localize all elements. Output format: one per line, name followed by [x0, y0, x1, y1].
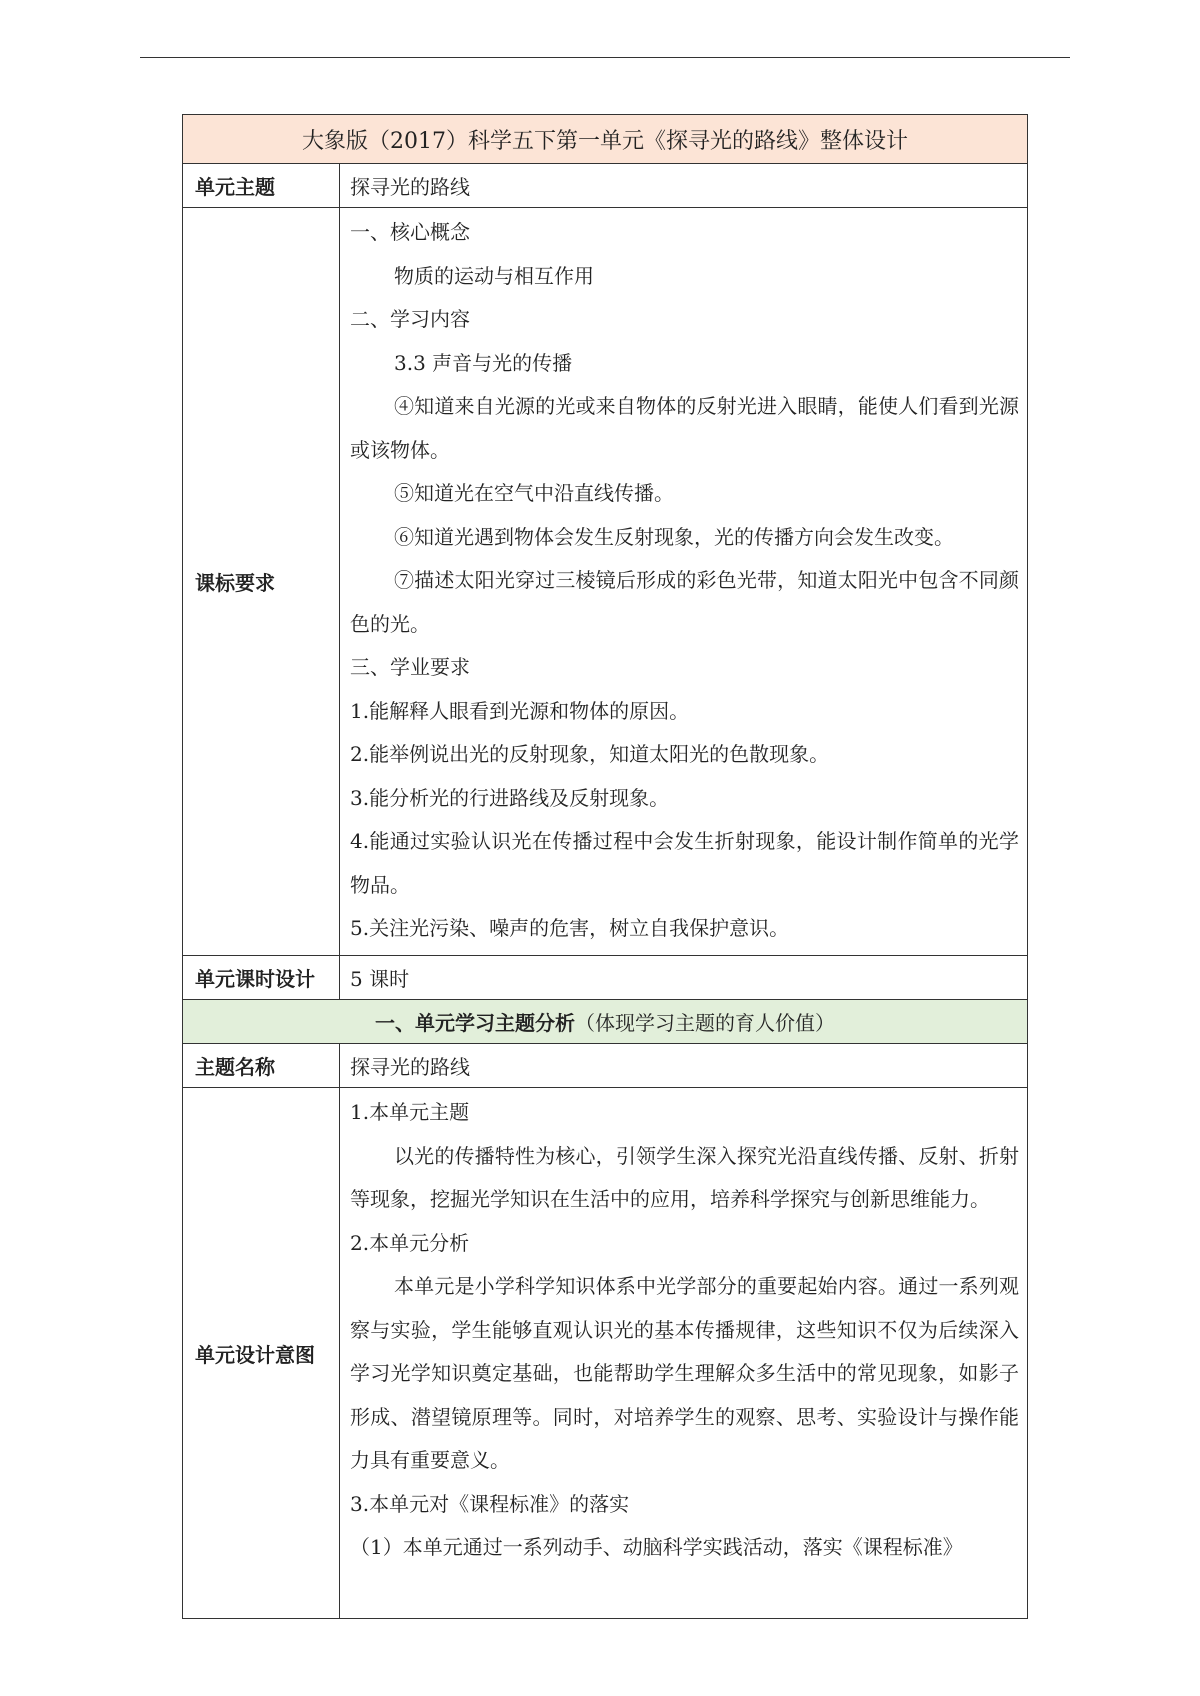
unit-theme-label: 单元主题 [183, 164, 340, 208]
design-intent-label: 单元设计意图 [183, 1088, 340, 1619]
section-header [183, 1000, 1028, 1044]
intent-paragraph-1: 以光的传播特性为核心，引领学生深入探究光沿直线传播、反射、折射等现象，挖掘光学知识在生活中的应用，培养科学探究与创新思维能力。 [350, 1143, 1019, 1211]
learning-content-sub: 3.3 声音与光的传播 [394, 350, 573, 375]
core-concept-text: 物质的运动与相互作用 [394, 263, 594, 288]
standard-item-7: ⑦描述太阳光穿过三棱镜后形成的彩色光带，知道太阳光中包含不同颜色的光。 [350, 568, 1019, 636]
learning-content-heading: 二、学习内容 [350, 307, 470, 331]
requirement-4: 4.能通过实验认识光在传播过程中会发生折射现象，能设计制作简单的光学物品。 [350, 829, 1019, 897]
design-intent-row [183, 1088, 1028, 1619]
intent-heading-2: 2.本单元分析 [350, 1230, 470, 1255]
lesson-design-label: 单元课时设计 [183, 956, 340, 1000]
intent-paragraph-2: 本单元是小学科学知识体系中光学部分的重要起始内容。通过一系列观察与实验，学生能够直观认识光的基本传播规律，这些知识不仅为后续深入学习光学知识奠定基础，也能帮助学生理解众多生活中的常见现象，如影子形成、潜望镜原理等。同时，对培养学生的观察、思考、实验设计与操作能力具有重要意义。 [350, 1274, 1019, 1472]
topic-name-label: 主题名称 [183, 1044, 340, 1088]
standard-item-6: ⑥知道光遇到物体会发生反射现象，光的传播方向会发生改变。 [394, 524, 954, 549]
standard-item-5: ⑤知道光在空气中沿直线传播。 [394, 481, 674, 505]
requirement-1: 1.能解释人眼看到光源和物体的原因。 [350, 698, 690, 723]
design-intent-content [340, 1088, 1028, 1619]
section-header-bold: 一、单元学习主题分析 [375, 1011, 575, 1035]
requirement-3: 3.能分析光的行进路线及反射现象。 [350, 785, 670, 810]
header-rule [140, 57, 1070, 58]
topic-name-row [183, 1044, 1028, 1088]
intent-heading-1: 1.本单元主题 [350, 1100, 470, 1124]
intent-heading-3: 3.本单元对《课程标准》的落实 [350, 1491, 630, 1516]
curriculum-label: 课标要求 [183, 208, 340, 956]
core-concept-heading: 一、核心概念 [350, 220, 470, 244]
curriculum-row [183, 208, 1028, 956]
document-title: 大象版（2017）科学五下第一单元《探寻光的路线》整体设计 [183, 115, 1028, 164]
unit-theme-value: 探寻光的路线 [340, 164, 1028, 208]
section-header-note: （体现学习主题的育人价值） [575, 1011, 835, 1035]
standard-item-4: ④知道来自光源的光或来自物体的反射光进入眼睛，能使人们看到光源或该物体。 [350, 394, 1019, 462]
lesson-design-value: 5 课时 [340, 956, 1028, 1000]
curriculum-content [340, 208, 1028, 956]
unit-design-table [182, 114, 1028, 1619]
unit-theme-row [183, 164, 1028, 208]
requirement-2: 2.能举例说出光的反射现象，知道太阳光的色散现象。 [350, 742, 830, 766]
topic-name-value: 探寻光的路线 [340, 1044, 1028, 1088]
title-row [183, 115, 1028, 164]
requirements-heading: 三、学业要求 [350, 655, 470, 679]
lesson-design-row [183, 956, 1028, 1000]
section-header-row [183, 1000, 1028, 1044]
intent-paragraph-3: （1）本单元通过一系列动手、动脑科学实践活动，落实《课程标准》 [350, 1535, 963, 1559]
requirement-5: 5.关注光污染、噪声的危害，树立自我保护意识。 [350, 916, 790, 940]
